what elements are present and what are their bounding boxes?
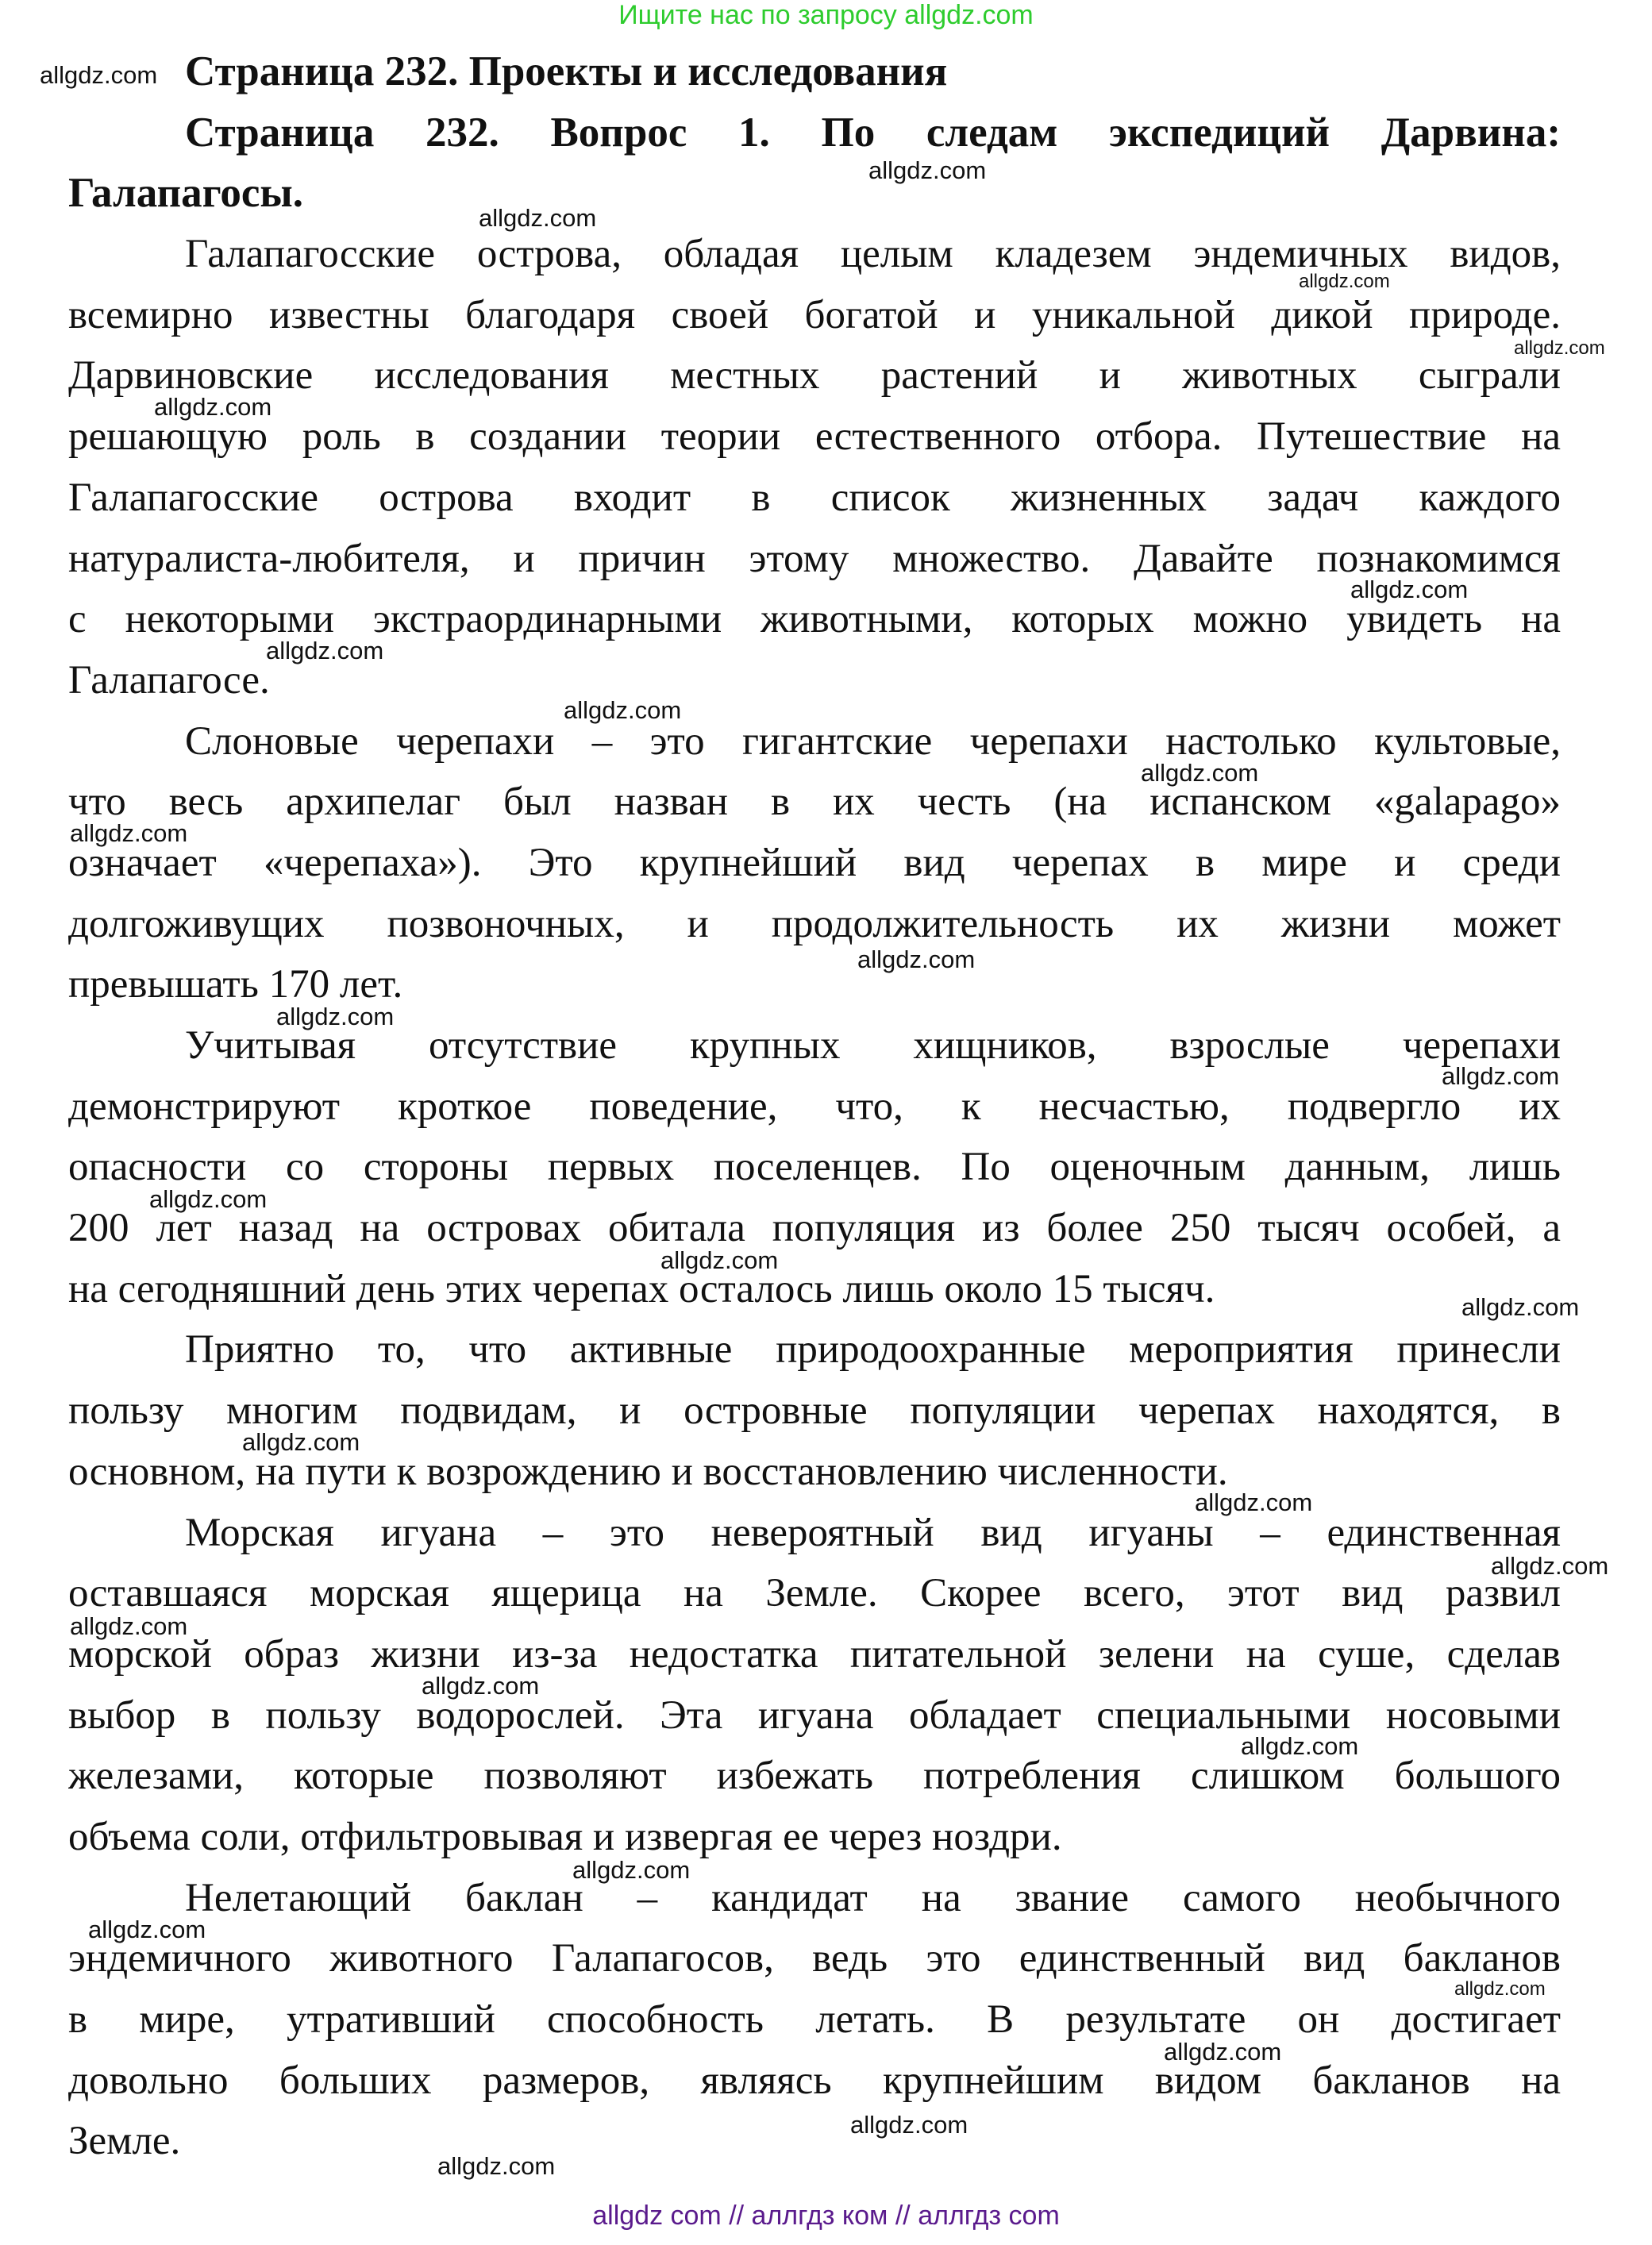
watermark: allgdz.com	[70, 1612, 188, 1640]
watermark: allgdz.com	[1141, 759, 1259, 787]
text-line: Земле.	[68, 2119, 181, 2164]
text-line: железами, которые позволяют избежать потребления слишком большого	[68, 1754, 1561, 1799]
watermark: allgdz.com	[88, 1916, 206, 1943]
text-line: в мире, утративший способность летать. В результате он достигает	[68, 1997, 1561, 2042]
search-banner: Ищите нас по запросу allgdz.com	[618, 0, 1034, 30]
watermark: allgdz.com	[266, 637, 384, 664]
text-line: Слоновые черепахи – это гигантские черепахи настолько культовые,	[185, 718, 1561, 764]
text-line: опасности со стороны первых поселенцев. По оценочным данным, лишь	[68, 1145, 1561, 1190]
text-line: Приятно то, что активные природоохранные мероприятия принесли	[185, 1327, 1561, 1373]
watermark: allgdz.com	[857, 945, 976, 973]
text-line: Учитывая отсутствие крупных хищников, взрослые черепахи	[185, 1023, 1561, 1068]
text-line: всемирно известны благодаря своей богатой и уникальной дикой природе.	[68, 292, 1561, 337]
paragraph	[68, 1015, 1561, 1319]
paragraph	[68, 1868, 1561, 2172]
watermark: allgdz.com	[1461, 1293, 1580, 1321]
text-line: пользу многим подвидам, и островные популяции черепах находятся, в	[68, 1388, 1561, 1434]
watermark: allgdz.com	[70, 819, 188, 847]
text-line: 200 лет назад на островах обитала популяция из более 250 тысяч особей, а	[68, 1206, 1561, 1251]
text-line: на сегодняшний день этих черепах осталось лишь около 15 тысяч.	[68, 1266, 1215, 1311]
text-line: Страница 232. Вопрос 1. По следам экспедиций Дарвина:	[185, 109, 1561, 156]
text-line: демонстрируют кроткое поведение, что, к несчастью, подвергло их	[68, 1084, 1561, 1129]
watermark: allgdz.com	[1442, 1062, 1560, 1090]
watermark: allgdz.com	[40, 61, 158, 89]
watermark: allgdz.com	[1514, 337, 1605, 359]
text-line: долгоживущих позвоночных, и продолжительность их жизни может	[68, 901, 1561, 946]
watermark: allgdz.com	[276, 1003, 395, 1030]
watermark: allgdz.com	[1350, 576, 1469, 603]
watermark: allgdz.com	[479, 204, 597, 232]
watermark: allgdz.com	[564, 696, 682, 724]
paragraph	[68, 711, 1561, 1015]
watermark: allgdz.com	[1241, 1732, 1359, 1760]
watermark: allgdz.com	[1299, 271, 1390, 292]
watermark: allgdz.com	[242, 1428, 360, 1456]
text-line: натуралиста-любителя, и причин этому множество. Давайте познакомимся	[68, 536, 1561, 581]
watermark: allgdz.com	[149, 1185, 268, 1213]
watermark: allgdz.com	[1454, 1978, 1546, 2000]
heading	[68, 102, 1561, 224]
text-line: Дарвиновские исследования местных растений и животных сыграли	[68, 353, 1561, 399]
watermark: allgdz.com	[868, 156, 987, 184]
text-line: Галапагосы.	[68, 170, 304, 217]
text-line: Галапагосские острова, обладая целым кладезем эндемичных видов,	[185, 232, 1561, 277]
watermark: allgdz.com	[154, 393, 272, 421]
text-line: Галапагосские острова входит в список жизненных задач каждого	[68, 475, 1561, 520]
text-line: что весь архипелаг был назван в их честь (на испанском «galapago»	[68, 780, 1561, 825]
document-body	[68, 41, 1561, 2172]
text-line: означает «черепаха»). Это крупнейший вид черепах в мире и среди	[68, 840, 1561, 885]
watermark: allgdz.com	[572, 1856, 691, 1884]
text-line: основном, на пути к возрождению и восстановлению численности.	[68, 1449, 1228, 1494]
watermark: allgdz.com	[422, 1672, 540, 1700]
text-line: Страница 232. Проекты и исследования	[185, 48, 948, 94]
text-line: Морская игуана – это невероятный вид игуаны – единственная	[185, 1510, 1561, 1555]
watermark: allgdz.com	[850, 2111, 968, 2139]
footer-banner: allgdz com // аллгдз ком // аллгдз com	[592, 2201, 1060, 2231]
paragraph	[68, 1503, 1561, 1868]
text-line: Галапагосе.	[68, 657, 270, 703]
watermark: allgdz.com	[437, 2152, 556, 2180]
text-line: превышать 170 лет.	[68, 962, 403, 1007]
text-line: Нелетающий баклан – кандидат на звание самого необычного	[185, 1875, 1561, 1920]
text-line: морской образ жизни из-за недостатка питательной зелени на суше, сделав	[68, 1631, 1561, 1677]
watermark: allgdz.com	[1164, 2038, 1282, 2066]
text-line: решающую роль в создании теории естественного отбора. Путешествие на	[68, 414, 1561, 460]
text-line: оставшаяся морская ящерица на Земле. Скорее всего, этот вид развил	[68, 1571, 1561, 1616]
heading	[68, 41, 1561, 102]
text-line: объема соли, отфильтровывая и извергая ее через ноздри.	[68, 1814, 1062, 1859]
watermark: allgdz.com	[1195, 1488, 1313, 1516]
text-line: выбор в пользу водорослей. Эта игуана обладает специальными носовыми	[68, 1692, 1561, 1738]
text-line: с некоторыми экстраординарными животными, которых можно увидеть на	[68, 597, 1561, 642]
text-line: эндемичного животного Галапагосов, ведь это единственный вид бакланов	[68, 1936, 1561, 1981]
text-line: довольно больших размеров, являясь крупнейшим видом бакланов на	[68, 2058, 1561, 2103]
watermark: allgdz.com	[660, 1246, 779, 1274]
watermark: allgdz.com	[1491, 1552, 1609, 1580]
paragraph	[68, 1319, 1561, 1502]
